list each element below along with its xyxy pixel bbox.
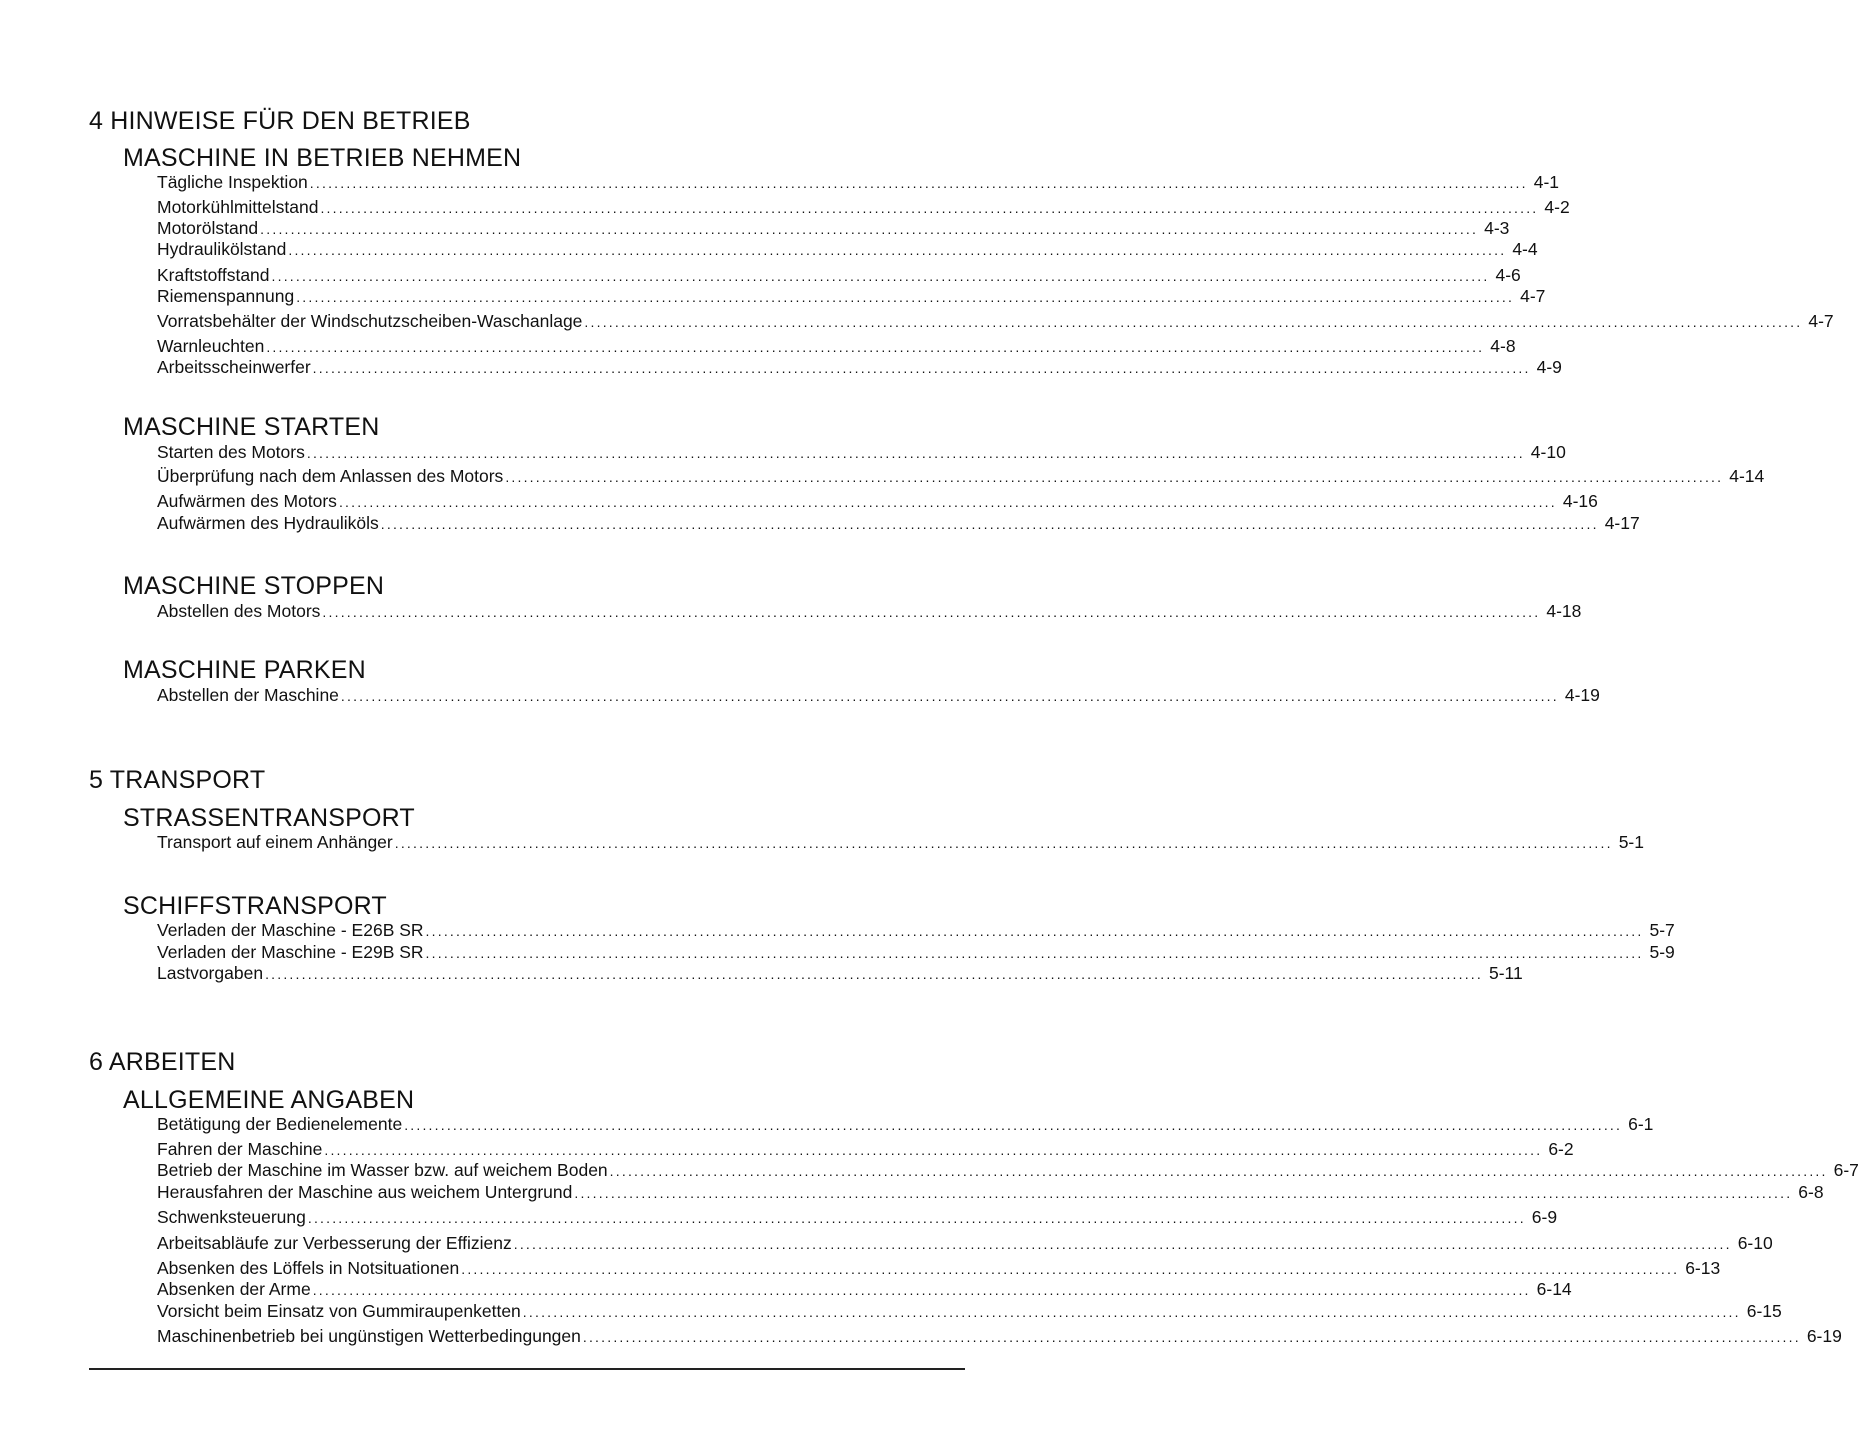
entry-label: Abstellen der Maschine	[157, 685, 339, 705]
section-heading: SCHIFFSTRANSPORT	[123, 892, 387, 920]
entry-label: Kraftstoffstand	[157, 265, 270, 285]
toc-entry[interactable]	[157, 1325, 1842, 1347]
entry-label: Verladen der Maschine - E26B SR	[157, 920, 424, 940]
dot-leader: ........................................................................................................................................................................................................	[522, 1304, 1741, 1320]
toc-entry[interactable]	[157, 335, 1516, 357]
entry-page: 4-14	[1729, 466, 1765, 486]
toc-entry[interactable]	[157, 962, 1523, 984]
entry-page: 6-1	[1628, 1114, 1654, 1134]
dot-leader: ........................................................................................................................................................................................................	[307, 1210, 1526, 1226]
footer-rule	[89, 1368, 965, 1370]
entry-label: Betätigung der Bedienelemente	[157, 1114, 403, 1134]
entry-label: Abstellen des Motors	[157, 601, 321, 621]
dot-leader: ........................................................................................................................................................................................................	[513, 1236, 1732, 1252]
entry-label: Verladen der Maschine - E29B SR	[157, 942, 424, 962]
entry-page: 6-14	[1536, 1279, 1572, 1299]
dot-leader: ........................................................................................................................................................................................................	[288, 242, 1507, 258]
entry-label: Schwenksteuerung	[157, 1207, 306, 1227]
toc-entry[interactable]	[157, 285, 1546, 307]
entry-label: Fahren der Maschine	[157, 1139, 323, 1159]
entry-page: 4-19	[1564, 685, 1600, 705]
dot-leader: ........................................................................................................................................................................................................	[309, 175, 1528, 191]
entry-page: 4-4	[1512, 239, 1538, 259]
entry-page: 5-1	[1618, 832, 1644, 852]
entry-label: Starten des Motors	[157, 442, 305, 462]
entry-label: Tägliche Inspektion	[157, 172, 308, 192]
section-heading: MASCHINE PARKEN	[123, 656, 366, 684]
toc-entry[interactable]	[157, 1159, 1859, 1181]
entry-page: 6-15	[1746, 1301, 1782, 1321]
entry-page: 4-10	[1530, 442, 1566, 462]
entry-label: Vorsicht beim Einsatz von Gummiraupenketten	[157, 1301, 521, 1321]
dot-leader: ........................................................................................................................................................................................................	[306, 445, 1525, 461]
entry-page: 6-19	[1806, 1326, 1842, 1346]
dot-leader: ........................................................................................................................................................................................................	[582, 1329, 1801, 1345]
entry-page: 6-7	[1833, 1160, 1859, 1180]
entry-page: 6-8	[1798, 1182, 1824, 1202]
dot-leader: ........................................................................................................................................................................................................	[404, 1117, 1623, 1133]
dot-leader: ........................................................................................................................................................................................................	[338, 494, 1557, 510]
entry-page: 4-17	[1604, 513, 1640, 533]
entry-label: Absenken der Arme	[157, 1279, 311, 1299]
entry-page: 6-9	[1531, 1207, 1558, 1227]
dot-leader: ........................................................................................................................................................................................................	[574, 1185, 1793, 1201]
entry-label: Maschinenbetrieb bei ungünstigen Wetterbedingungen	[157, 1326, 581, 1346]
entry-label: Hydraulikölstand	[157, 239, 287, 259]
dot-leader: ........................................................................................................................................................................................................	[461, 1261, 1680, 1277]
entry-page: 5-7	[1649, 920, 1675, 940]
entry-label: Riemenspannung	[157, 286, 295, 306]
toc-entry[interactable]	[157, 1257, 1721, 1279]
entry-label: Warnleuchten	[157, 336, 265, 356]
entry-page: 4-7	[1520, 286, 1546, 306]
dot-leader: ........................................................................................................................................................................................................	[425, 945, 1644, 961]
entry-page: 4-1	[1533, 172, 1560, 192]
entry-page: 4-18	[1546, 601, 1582, 621]
dot-leader: ........................................................................................................................................................................................................	[312, 360, 1531, 376]
entry-label: Aufwärmen des Motors	[157, 491, 337, 511]
dot-leader: ........................................................................................................................................................................................................	[271, 268, 1490, 284]
entry-label: Transport auf einem Anhänger	[157, 832, 393, 852]
entry-label: Arbeitsscheinwerfer	[157, 357, 311, 377]
toc-entry[interactable]	[157, 831, 1644, 853]
dot-leader: ........................................................................................................................................................................................................	[296, 289, 1515, 305]
entry-page: 6-2	[1548, 1139, 1574, 1159]
toc-entry[interactable]	[157, 919, 1675, 941]
entry-page: 4-6	[1495, 265, 1521, 285]
toc-entry[interactable]	[157, 1113, 1654, 1135]
dot-leader: ........................................................................................................................................................................................................	[266, 339, 1485, 355]
chapter-heading: 5 TRANSPORT	[89, 766, 266, 794]
dot-leader: ........................................................................................................................................................................................................	[394, 835, 1613, 851]
entry-page: 4-16	[1562, 491, 1598, 511]
dot-leader: ........................................................................................................................................................................................................	[425, 923, 1644, 939]
entry-page: 4-8	[1490, 336, 1516, 356]
toc-entry[interactable]	[157, 465, 1765, 487]
entry-label: Arbeitsabläufe zur Verbesserung der Effizienz	[157, 1233, 512, 1253]
dot-leader: ........................................................................................................................................................................................................	[609, 1163, 1828, 1179]
toc-entry[interactable]	[157, 238, 1538, 260]
toc-entry[interactable]	[157, 441, 1566, 463]
toc-entry[interactable]	[157, 1278, 1572, 1300]
dot-leader: ........................................................................................................................................................................................................	[312, 1282, 1531, 1298]
entry-page: 6-13	[1685, 1258, 1721, 1278]
toc-entry[interactable]	[157, 356, 1562, 378]
toc-entry[interactable]	[157, 217, 1510, 239]
entry-label: Betrieb der Maschine im Wasser bzw. auf weichem Boden	[157, 1160, 608, 1180]
toc-entry[interactable]	[157, 600, 1582, 622]
dot-leader: ........................................................................................................................................................................................................	[265, 966, 1483, 982]
toc-entry[interactable]	[157, 264, 1521, 286]
entry-label: Motorölstand	[157, 218, 259, 238]
toc-entry[interactable]	[157, 512, 1640, 534]
toc-entry[interactable]	[157, 1206, 1558, 1228]
section-heading: STRASSENTRANSPORT	[123, 804, 415, 832]
dot-leader: ........................................................................................................................................................................................................	[340, 688, 1559, 704]
entry-label: Lastvorgaben	[157, 963, 264, 983]
dot-leader: ........................................................................................................................................................................................................	[584, 314, 1803, 330]
entry-label: Überprüfung nach dem Anlassen des Motors	[157, 466, 504, 486]
dot-leader: ........................................................................................................................................................................................................	[260, 221, 1479, 237]
toc-entry[interactable]	[157, 1300, 1782, 1322]
section-heading: ALLGEMEINE ANGABEN	[123, 1086, 415, 1114]
entry-page: 6-10	[1737, 1233, 1773, 1253]
toc-entry[interactable]	[157, 1232, 1773, 1254]
chapter-heading: 4 HINWEISE FÜR DEN BETRIEB	[89, 107, 471, 135]
toc-entry[interactable]	[157, 310, 1834, 332]
dot-leader: ........................................................................................................................................................................................................	[324, 1142, 1543, 1158]
dot-leader: ........................................................................................................................................................................................................	[505, 469, 1724, 485]
entry-label: Herausfahren der Maschine aus weichem Untergrund	[157, 1182, 573, 1202]
entry-label: Vorratsbehälter der Windschutzscheiben-Waschanlage	[157, 311, 583, 331]
section-heading: MASCHINE STOPPEN	[123, 572, 385, 600]
section-heading: MASCHINE STARTEN	[123, 413, 380, 441]
dot-leader: ........................................................................................................................................................................................................	[320, 200, 1539, 216]
entry-page: 4-9	[1536, 357, 1562, 377]
toc-entry[interactable]	[157, 1138, 1574, 1160]
toc-entry[interactable]	[157, 490, 1598, 512]
section-heading: MASCHINE IN BETRIEB NEHMEN	[123, 144, 522, 172]
entry-label: Absenken des Löffels in Notsituationen	[157, 1258, 460, 1278]
chapter-heading: 6 ARBEITEN	[89, 1048, 236, 1076]
dot-leader: ........................................................................................................................................................................................................	[322, 604, 1541, 620]
entry-page: 4-3	[1484, 218, 1510, 238]
entry-page: 5-9	[1649, 942, 1675, 962]
toc-entry[interactable]	[157, 684, 1600, 706]
toc-entry[interactable]	[157, 941, 1675, 963]
toc-entry[interactable]	[157, 171, 1560, 193]
entry-label: Aufwärmen des Hydrauliköls	[157, 513, 379, 533]
entry-page: 5-11	[1489, 963, 1523, 983]
entry-page: 4-2	[1544, 197, 1570, 217]
toc-entry[interactable]	[157, 1181, 1824, 1203]
toc-entry[interactable]	[157, 196, 1570, 218]
entry-label: Motorkühlmittelstand	[157, 197, 319, 217]
dot-leader: ........................................................................................................................................................................................................	[380, 516, 1599, 532]
entry-page: 4-7	[1808, 311, 1834, 331]
